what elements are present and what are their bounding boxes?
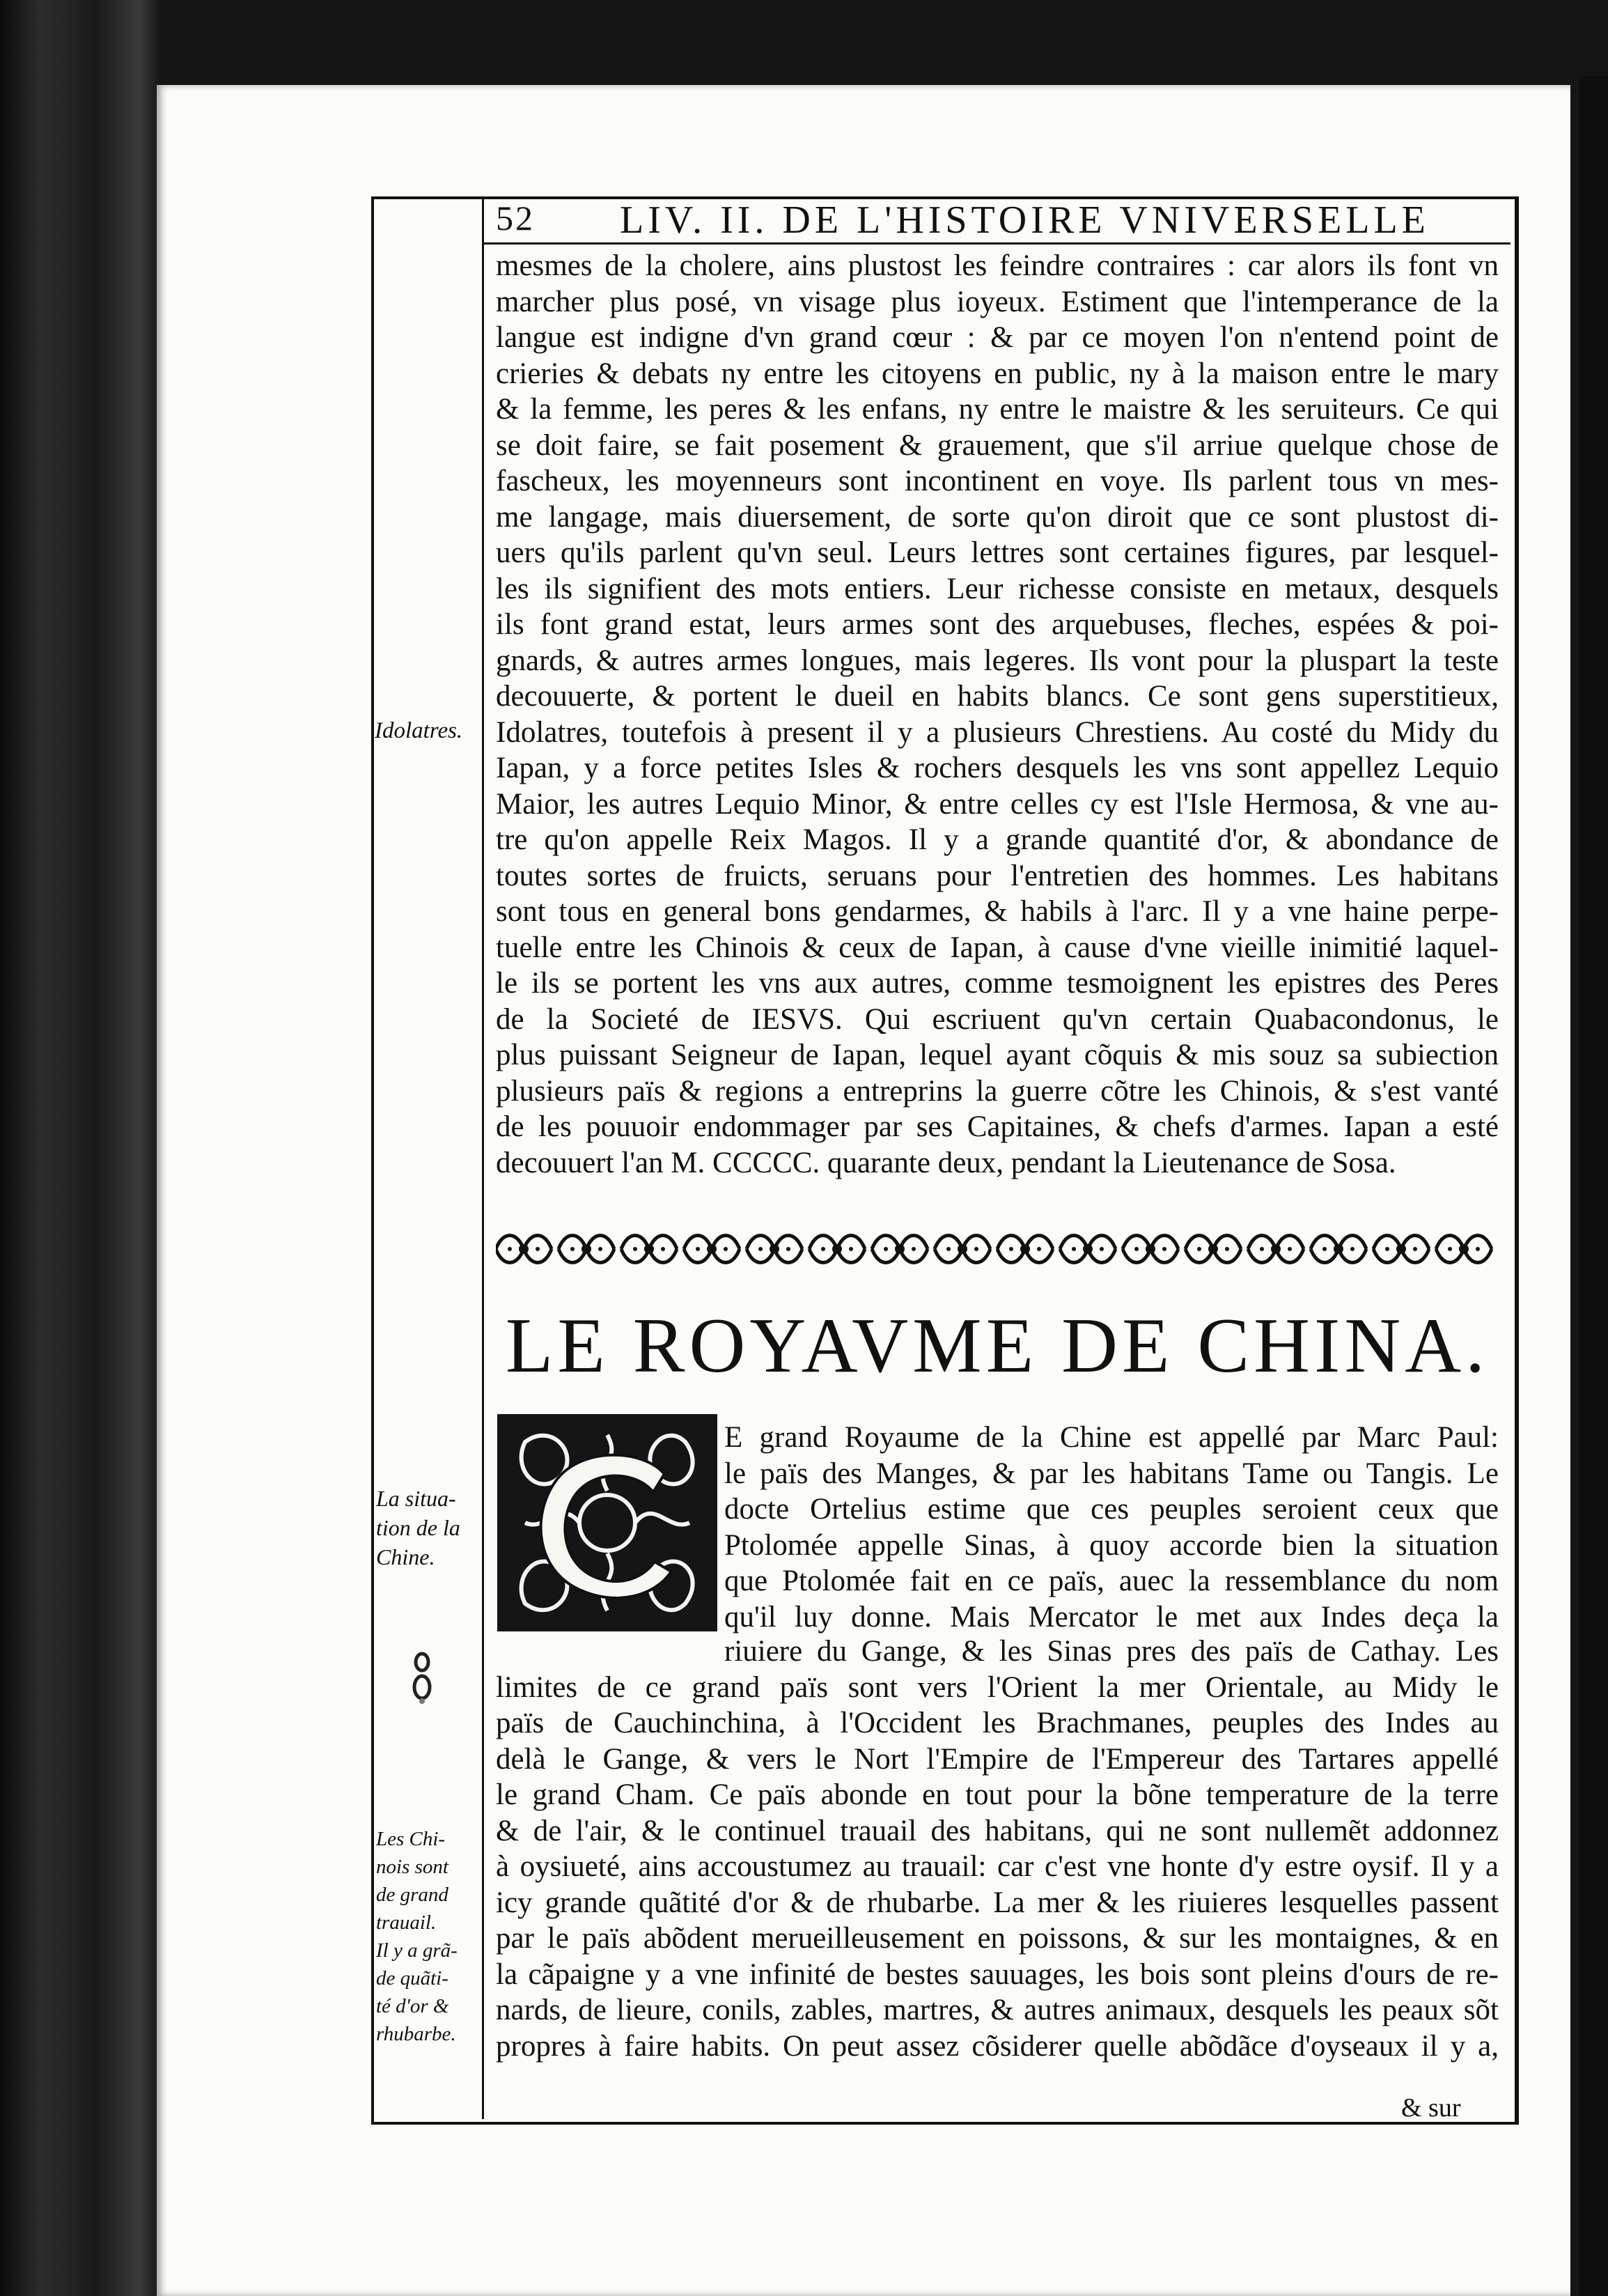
text-line: de les pouuoir endommager par ses Capitaines, & chefs d'armes. Iapan a esté bbox=[496, 1110, 1499, 1143]
text-line: Ptolomée appelle Sinas, à quoy accorde bien la situation bbox=[724, 1528, 1499, 1562]
header-rule bbox=[484, 242, 1511, 245]
text-line: Iapan, y a force petites Isles & rochers desquels les vns sont appellez Lequio bbox=[496, 752, 1499, 784]
text-line: tuelle entre les Chinois & ceux de Iapan, à cause d'vne vieille inimitié laquel- bbox=[496, 931, 1499, 964]
text-line: tre qu'on appelle Reix Magos. Il y a grande quantité d'or, & abondance de bbox=[496, 823, 1499, 856]
text-line: nards, de lieure, conils, zables, martres, & autres animaux, desquels les peaux sõt bbox=[496, 1994, 1499, 2026]
text-line: decouuerte, & portent le dueil en habits blancs. Ce sont gens superstitieux, bbox=[496, 680, 1499, 713]
text-line: le païs des Manges, & par les habitans Tame ou Tangis. Le bbox=[724, 1457, 1499, 1490]
running-header bbox=[487, 198, 1511, 240]
text-line: plus puissant Seigneur de Iapan, lequel ayant cõquis & mis souz sa subiection bbox=[496, 1039, 1499, 1071]
page-number: 52 bbox=[496, 199, 535, 238]
text-line: docte Ortelius estime que ces peuples seroient ceux que bbox=[724, 1493, 1499, 1526]
text-line: & de l'air, & le continuel trauail des habitans, qui ne sont nullemẽt addonnez bbox=[496, 1814, 1499, 1847]
margin-note-line: rhubarbe. bbox=[376, 2023, 456, 2045]
paragraph-japan bbox=[496, 248, 1499, 1181]
running-title: LIV. II. DE L'HISTOIRE VNIVERSELLE bbox=[620, 199, 1430, 242]
text-line: me langage, mais diuersement, de sorte qu'on diroit que ce sont plustost di- bbox=[496, 500, 1499, 534]
margin-note-line: Chine. bbox=[376, 1544, 435, 1569]
text-line: E grand Royaume de la Chine est appellé par Marc Paul: bbox=[724, 1421, 1499, 1454]
text-line: gnards, & autres armes longues, mais legeres. Ils vont pour la pluspart la teste bbox=[496, 644, 1499, 677]
margin-note-line: trauail. bbox=[376, 1911, 437, 1934]
text-line: & la femme, les peres & les enfans, ny entre le maistre & les seruiteurs. Ce qui bbox=[496, 393, 1499, 426]
text-line: uers qu'ils parlent qu'vn seul. Leurs lettres sont certaines figures, par lesquel- bbox=[496, 536, 1499, 569]
margin-note-line: Il y a grã- bbox=[376, 1939, 458, 1962]
margin-column-rule bbox=[482, 196, 484, 2119]
text-line: toutes sortes de fruicts, seruans pour l'entretien des hommes. Les habitans bbox=[496, 859, 1499, 892]
margin-note-idolatres: Idolatres. bbox=[375, 718, 463, 743]
text-line: crieries & debats ny entre les citoyens en public, ny à la maison entre le mary bbox=[496, 357, 1499, 390]
text-line: limites de ce grand païs sont vers l'Orient la mer Orientale, au Midy le bbox=[496, 1670, 1499, 1704]
text-line: riuiere du Gange, & les Sinas pres des païs de Cathay. Les bbox=[724, 1635, 1499, 1668]
text-line: sont tous en general bons gendarmes, & habils à l'arc. Il y a vne haine perpe- bbox=[496, 895, 1499, 928]
margin-symbol-icon bbox=[408, 1651, 436, 1707]
margin-note-line: de quãti- bbox=[376, 1967, 448, 1989]
paragraph-china-continued bbox=[496, 1634, 1499, 2064]
paragraph-china-intro bbox=[724, 1420, 1499, 1635]
margin-note-line: tion de la bbox=[376, 1515, 460, 1540]
text-line: propres à faire habits. On peut assez cõsiderer quelle abõdãce d'oyseaux il y a, bbox=[496, 2029, 1499, 2063]
text-line: par le païs abõdent merueilleusement en poissons, & sur les montaignes, & en bbox=[496, 1922, 1499, 1955]
text-line: à oysiueté, ains accoustumez au trauail: car c'est vne honte d'y estre oysif. Il y a bbox=[496, 1850, 1499, 1883]
facing-page-edge bbox=[1579, 77, 1608, 2296]
text-line: qu'il luy donne. Mais Mercator le met aux Indes deça la bbox=[724, 1600, 1499, 1634]
text-line: langue est indigne d'vn grand cœur : & par ce moyen l'on n'entend point de bbox=[496, 321, 1499, 354]
text-line: plusieurs païs & regions a entreprins la guerre cõtre les Chinois, & s'est vanté bbox=[496, 1074, 1499, 1108]
decorative-ornament-band bbox=[496, 1227, 1499, 1271]
text-line: fascheux, les moyenneurs sont incontinent en voye. Ils parlent tous vn mes- bbox=[496, 465, 1499, 497]
text-line: païs de Cauchinchina, à l'Occident les Brachmanes, peuples des Indes au bbox=[496, 1707, 1499, 1739]
text-line: Idolatres, toutefois à present il y a plusieurs Chrestiens. Au costé du Midy du bbox=[496, 715, 1499, 749]
margin-note-line: té d'or & bbox=[376, 1995, 449, 2017]
decorated-initial-c-icon bbox=[497, 1414, 717, 1631]
margin-note-line: Les Chi- bbox=[376, 1828, 446, 1850]
text-line: marcher plus posé, vn visage plus ioyeux. Estiment que l'intemperance de la bbox=[496, 285, 1499, 318]
text-line: les ils signifient des mots entiers. Leur richesse consiste en metaux, desquels bbox=[496, 572, 1499, 605]
catchword: & sur bbox=[1401, 2093, 1461, 2123]
margin-note-line: nois sont bbox=[376, 1856, 448, 1878]
section-heading: LE ROYAVME DE CHINA. bbox=[505, 1303, 1490, 1389]
text-line: ils font grand estat, leurs armes sont des arquebuses, fleches, espées & poi- bbox=[496, 608, 1499, 641]
margin-note-situation bbox=[376, 1484, 479, 1572]
text-line: que Ptolomée fait en ce païs, auec la ressemblance du nom bbox=[724, 1565, 1499, 1597]
text-line: le grand Cham. Ce païs abonde en tout pour la bõne temperature de la terre bbox=[496, 1778, 1499, 1811]
margin-note-line: de grand bbox=[376, 1884, 448, 1906]
text-line: se doit faire, se fait posement & grauement, que s'il arriue quelque chose de bbox=[496, 428, 1499, 462]
margin-note-chinois bbox=[376, 1825, 479, 2048]
text-line: la cãpaigne y a vne infinité de bestes sauuages, les bois sont pleins d'ours de re- bbox=[496, 1957, 1499, 1991]
text-line: decouuert l'an M. CCCCC. quarante deux, pendant la Lieutenance de Sosa. bbox=[496, 1146, 1396, 1179]
text-line: icy grande quãtité d'or & de rhubarbe. La mer & les riuieres lesquelles passent bbox=[496, 1886, 1499, 1919]
text-line: Maior, les autres Lequio Minor, & entre celles cy est l'Isle Hermosa, & vne au- bbox=[496, 787, 1499, 821]
text-line: de la Societé de IESVS. Qui escriuent qu'vn certain Quabacondonus, le bbox=[496, 1002, 1499, 1036]
text-line: mesmes de la cholere, ains plustost les feindre contraires : car alors ils font vn bbox=[496, 249, 1499, 282]
margin-note-line: La situa- bbox=[376, 1486, 456, 1511]
text-line: delà le Gange, & vers le Nort l'Empire de l'Empereur des Tartares appellé bbox=[496, 1742, 1499, 1776]
text-line: le ils se portent les vns aux autres, comme tesmoignent les epistres des Peres bbox=[496, 967, 1499, 1000]
